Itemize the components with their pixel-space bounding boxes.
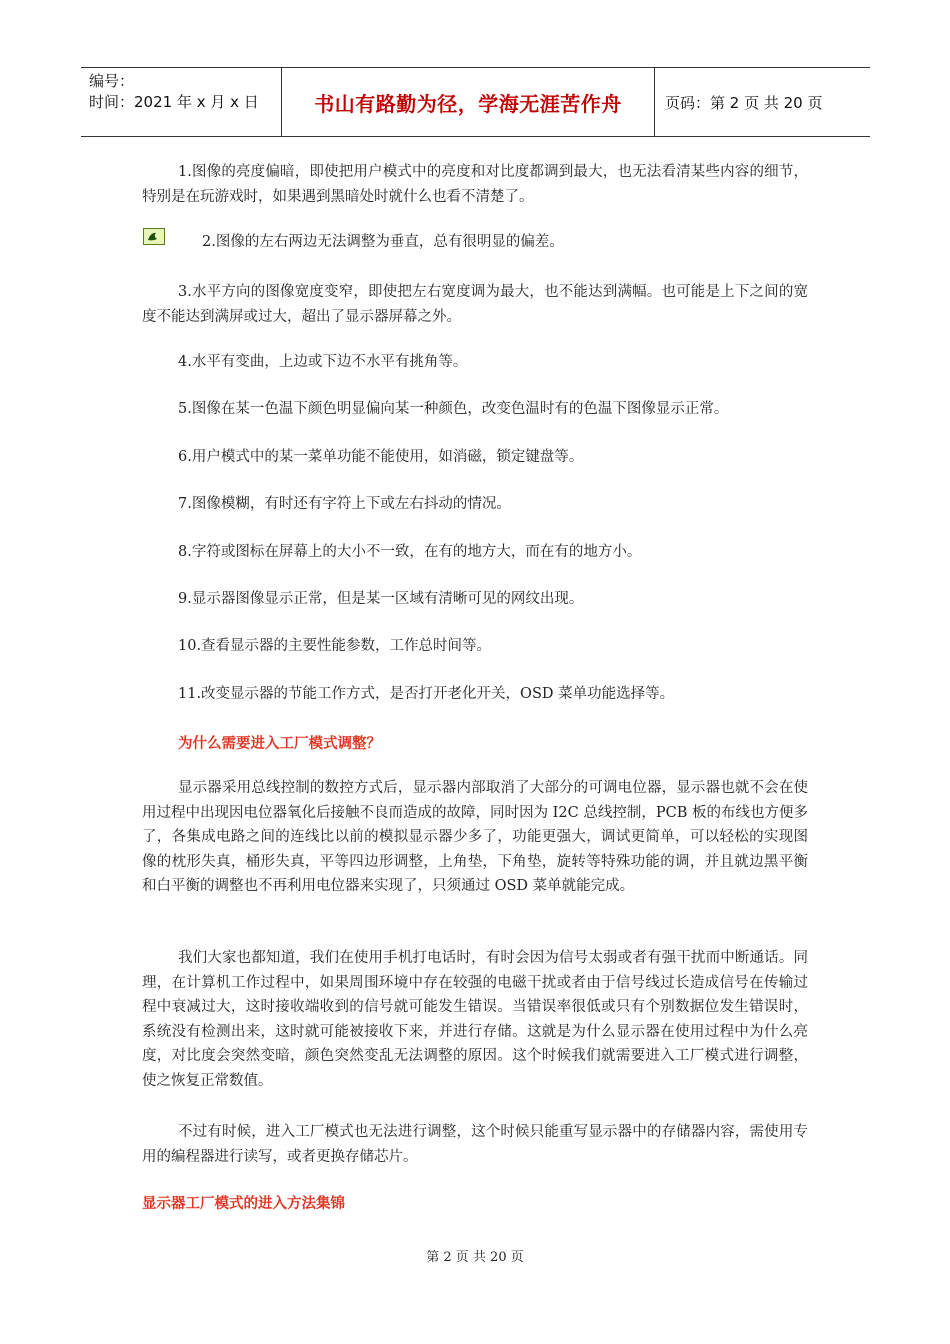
- list-item-4: 4.水平有变曲，上边或下边不水平有挑角等。: [178, 354, 468, 370]
- doc-number-label: 编号：: [89, 72, 135, 90]
- section-heading-entry-methods: 显示器工厂模式的进入方法集锦: [142, 1196, 345, 1212]
- list-item-8: 8.字符或图标在屏幕上的大小不一致，在有的地方大，而在有的地方小。: [178, 544, 642, 560]
- list-item-1: 1.图像的亮度偏暗，即使把用户模式中的亮度和对比度都调到最大，也无法看清某些内容的细节，特别是在玩游戏时，如果遇到黑暗处时就什么也看不清楚了。: [142, 164, 808, 205]
- list-item-7: 7.图像模糊，有时还有字符上下或左右抖动的情况。: [178, 496, 511, 512]
- list-item-9: 9.显示器图像显示正常，但是某一区域有清晰可见的网纹出现。: [178, 591, 584, 607]
- body-paragraph-1: 显示器采用总线控制的数控方式后，显示器内部取消了大部分的可调电位器，显示器也就不会在使用过程中出现因电位器氧化后接触不良而造成的故障，同时因为 I2C 总线控制，PCB 板的布线也方便多了，各集成电路之间的连线比以前的模拟显示器少多了，功能更强大，调试更简单，可以轻松的实现图像的枕形失真，桶形失真，平等四边形调整，上角垫，下角垫，旋转等特殊功能的调，并且就边黑平衡和白平衡的调整也不再利用电位器来实现了，只须通过 OSD 菜单就能完成。: [142, 780, 808, 895]
- page-footer: 第 2 页 共 20 页: [426, 1250, 524, 1265]
- body-paragraph-2: 我们大家也都知道，我们在使用手机打电话时，有时会因为信号太弱或者有强干扰而中断通话。同理，在计算机工作过程中，如果周围环境中存在较强的电磁干扰或者由于信号线过长造成信号在传输过程中衰减过大，这时接收端收到的信号就可能发生错误。当错误率很低或只有个别数据位发生错误时，系统没有检测出来，这时就可能被接收下来，并进行存储。这就是为什么显示器在使用过程中为什么亮度，对比度会突然变暗，颜色突然变乱无法调整的原因。这个时候我们就需要进入工厂模式进行调整，使之恢复正常数值。: [142, 950, 808, 1089]
- section-heading-why-factory-mode: 为什么需要进入工厂模式调整？: [178, 736, 381, 752]
- header-page-info: 页码：第 2 页 共 20 页: [665, 94, 823, 112]
- list-item-10: 10.查看显示器的主要性能参数，工作总时间等。: [178, 638, 492, 654]
- page-header: [81, 67, 870, 137]
- list-item-2: 2.图像的左右两边无法调整为垂直，总有很明显的偏差。: [202, 234, 564, 250]
- list-item-6: 6.用户模式中的某一菜单功能不能使用，如消磁，锁定键盘等。: [178, 449, 584, 465]
- list-item-3: 3.水平方向的图像宽度变窄，即使把左右宽度调为最大，也不能达到满幅。也可能是上下之间的宽度不能达到满屏或过大，超出了显示器屏幕之外。: [142, 284, 808, 325]
- list-item-5: 5.图像在某一色温下颜色明显偏向某一种颜色，改变色温时有的色温下图像显示正常。: [178, 401, 729, 417]
- list-item-11: 11.改变显示器的节能工作方式，是否打开老化开关，OSD 菜单功能选择等。: [178, 686, 675, 702]
- body-paragraph-3: 不过有时候，进入工厂模式也无法进行调整，这个时候只能重写显示器中的存储器内容，需使用专用的编程器进行读写，或者更换存储芯片。: [142, 1124, 808, 1165]
- header-right-cell: [655, 68, 870, 136]
- header-motto: 书山有路勤为径，学海无涯苦作舟: [314, 92, 622, 116]
- date-line: 时间：2021 年 x 月 x 日: [89, 93, 259, 111]
- header-middle-cell: [282, 68, 655, 136]
- header-left-cell: [81, 68, 282, 136]
